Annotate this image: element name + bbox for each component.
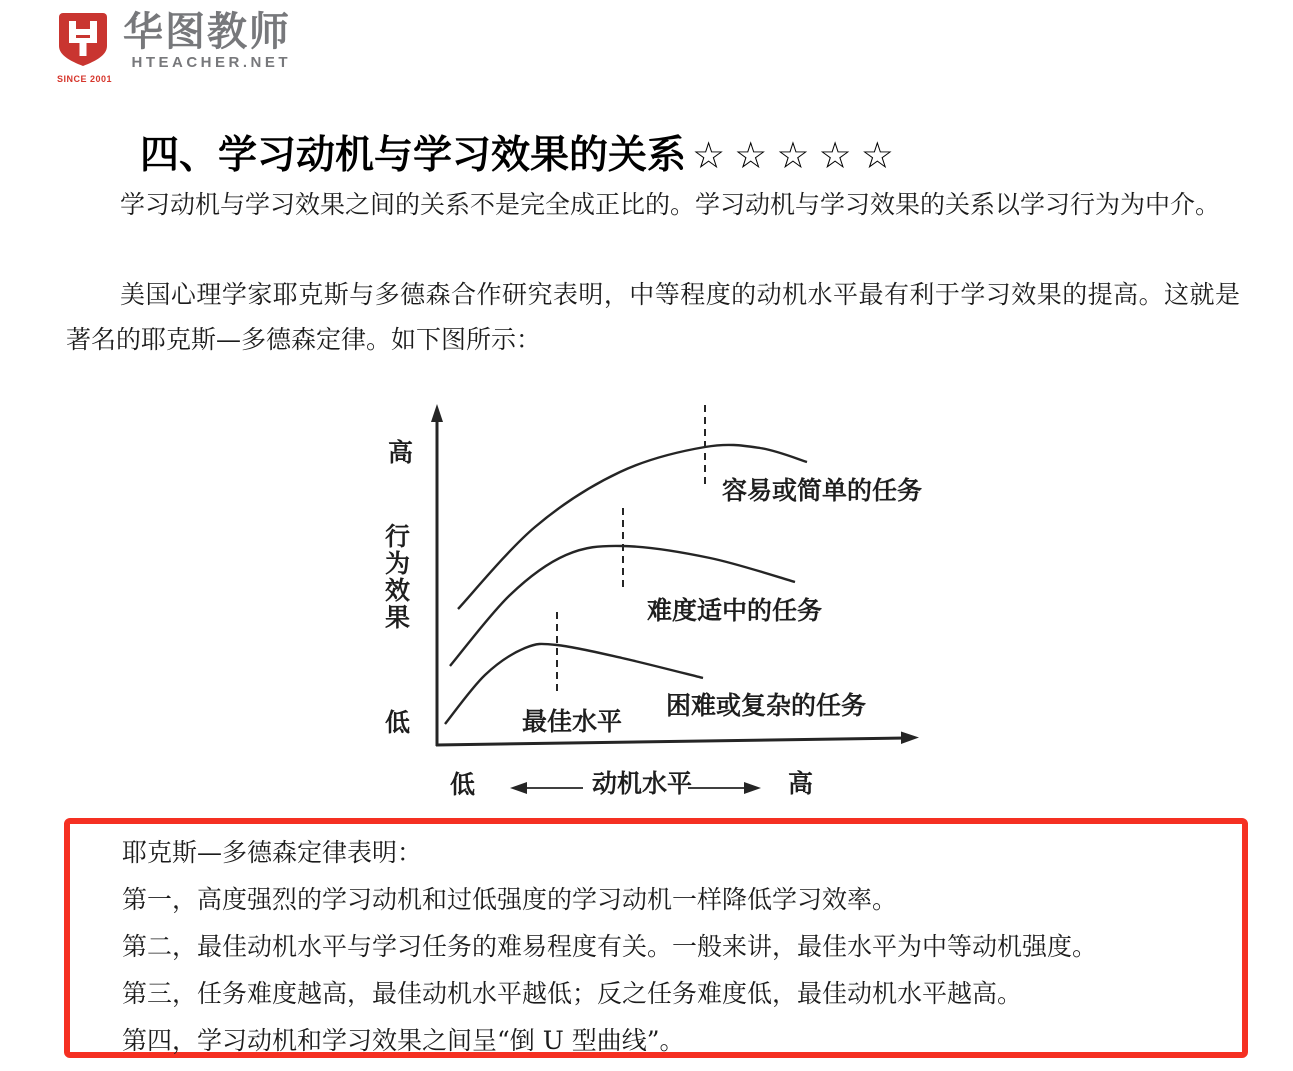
star-rating: ☆☆☆☆☆	[692, 134, 903, 178]
key-point-line: 耶克斯—多德森定律表明：	[122, 838, 423, 867]
logo-brand-cn: 华图教师	[123, 9, 291, 55]
y-axis-arrow-icon	[431, 404, 443, 422]
key-point-line: 第二，最佳动机水平与学习任务的难易程度有关。一般来讲，最佳水平为中等动机强度。	[122, 932, 1098, 961]
body-paragraph: 学习动机与学习效果之间的关系不是完全成正比的。学习动机与学习效果的关系以学习行为为中介。	[120, 190, 1221, 219]
section-heading	[140, 124, 903, 180]
section-heading-text: 四、学习动机与学习效果的关系	[140, 132, 687, 179]
key-point-line: 第三，任务难度越高，最佳动机水平越低；反之任务难度低，最佳动机水平越高。	[122, 979, 1023, 1008]
logo-wordmark	[123, 9, 291, 71]
curve-label-difficult: 困难或复杂的任务	[666, 691, 867, 720]
curve-easy-task	[458, 445, 807, 609]
y-axis-title: 行为效果	[385, 522, 411, 632]
logo-brand-en: HTEACHER.NET	[131, 54, 291, 71]
key-point-line: 第一，高度强烈的学习动机和过低强度的学习动机一样降低学习效率。	[122, 885, 898, 914]
logo-since-text: SINCE 2001	[57, 74, 113, 84]
yerkes-dodson-chart	[370, 395, 930, 815]
right-arrow-icon	[744, 782, 761, 794]
y-axis-low-label: 低	[385, 708, 411, 737]
x-axis-high-label: 高	[788, 769, 814, 798]
y-axis-high-label: 高	[388, 438, 414, 467]
x-axis-title: 动机水平	[592, 769, 693, 798]
huatu-logo-icon	[57, 12, 113, 84]
key-points-box	[64, 818, 1248, 1058]
left-arrow-icon	[510, 782, 527, 794]
optimal-level-annotation: 最佳水平	[522, 707, 623, 736]
x-axis-arrow-icon	[901, 732, 919, 745]
curve-label-easy: 容易或简单的任务	[722, 476, 923, 505]
body-paragraph: 美国心理学家耶克斯与多德森合作研究表明，中等程度的动机水平最有利于学习效果的提高。这就是著名的耶克斯—多德森定律。如下图所示：	[66, 280, 1240, 354]
brand-logo	[57, 9, 291, 84]
x-axis-low-label: 低	[450, 770, 476, 799]
key-point-line: 第四，学习动机和学习效果之间呈“倒 U 型曲线”。	[122, 1026, 685, 1055]
huatu-shield-icon	[58, 12, 108, 68]
x-axis-line	[436, 738, 906, 745]
curve-label-moderate: 难度适中的任务	[647, 596, 823, 625]
